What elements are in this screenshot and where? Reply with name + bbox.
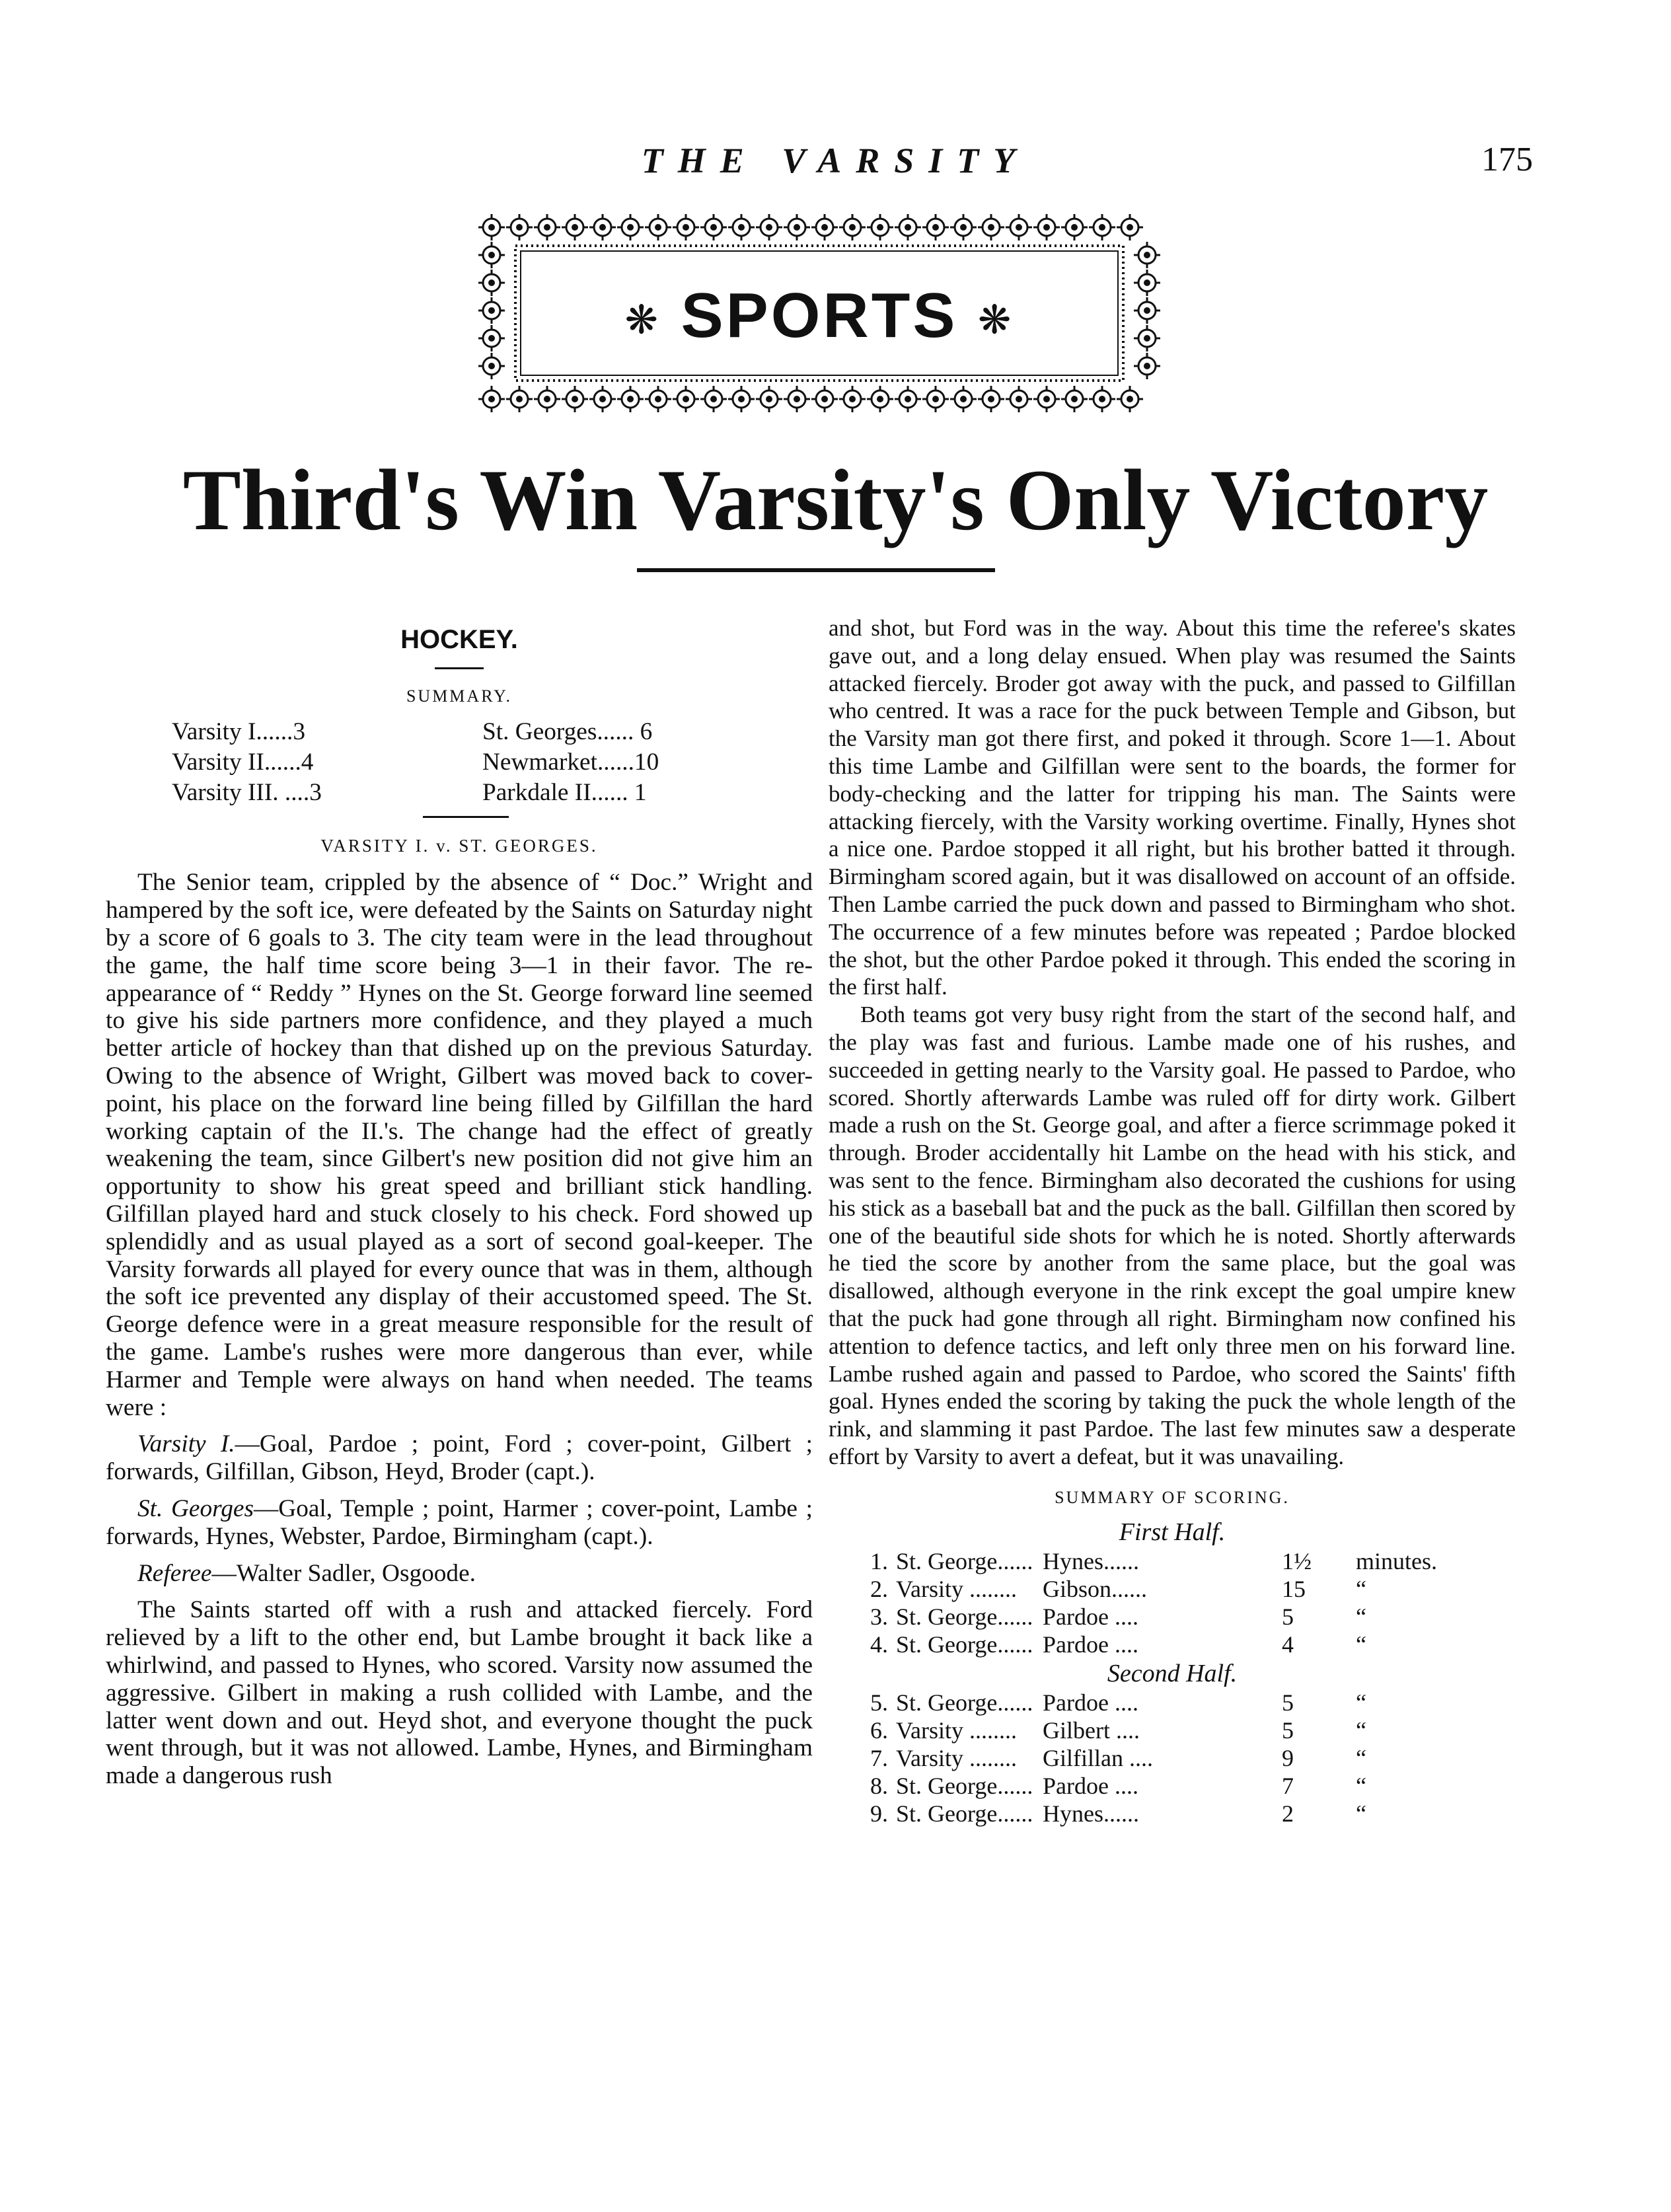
- scoring-row: [852, 1744, 1370, 1772]
- scoring-unit: “: [1356, 1772, 1366, 1799]
- scoring-player: Hynes......: [1043, 1800, 1139, 1827]
- scoring-num: 5.: [870, 1689, 888, 1716]
- page-number: 175: [1481, 141, 1533, 178]
- scoring-min: 9: [1282, 1744, 1294, 1771]
- scoring-player: Pardoe ....: [1043, 1772, 1138, 1799]
- scoring-num: 8.: [870, 1772, 888, 1799]
- scoring-num: 6.: [870, 1716, 888, 1744]
- scoring-unit: “: [1356, 1744, 1366, 1771]
- scoring-team: Varsity ........: [896, 1575, 1017, 1602]
- scoring-unit: “: [1356, 1689, 1366, 1716]
- report-paragraph: The Senior team, crippled by the absence of “ Doc.” Wright and hampered by the soft ice, were defeated by the Saints on Saturday night by a score of 6 goals to 3. The city team were in the lead throughout the game, the half time score being 3—1 in their favor. The re-appearance of “ Reddy ” Hynes on the St. George forward line seemed to give his side partners more confidence, and they played a much better article of hockey than that dished up on the previous Saturday. Owing to the absence of Wright, Gilbert was moved back to cover-point, his place on the forward line being filled by Gilfillan the hard working captain of the II.'s. The change had the effect of greatly weakening the team, since Gilbert's new position did not give him an opportunity to show his great speed and brilliant stick handling. Gilfillan played hard and stuck closely to his check. Ford showed up splendidly and as usual played as a sort of second goal-keeper. The Varsity forwards all played for every ounce that was in them, although the soft ice prevented any display of their accustomed speed. The St. George defence were in a great measure responsible for the result of the game. Lambe's rushes were more dangerous than ever, while Harmer and Temple were always on hand when needed. The teams were :: [106, 869, 813, 1421]
- divider: [423, 816, 509, 818]
- scoring-min: 4: [1282, 1631, 1294, 1658]
- match-heading: VARSITY I. v. ST. GEORGES.: [320, 835, 598, 856]
- scoring-team: St. George......: [896, 1547, 1033, 1574]
- scoring-min: 1½: [1282, 1547, 1312, 1574]
- summary-opponent: Parkdale II...... 1: [482, 778, 647, 806]
- scoring-team: St. George......: [896, 1800, 1033, 1827]
- scoring-unit: “: [1356, 1716, 1366, 1744]
- scoring-unit: “: [1356, 1800, 1366, 1827]
- scoring-row: [852, 1716, 1370, 1744]
- hockey-heading: HOCKEY.: [400, 625, 518, 654]
- running-head: THE VARSITY: [641, 141, 1030, 180]
- scoring-min: 5: [1282, 1603, 1294, 1630]
- referee-line: [106, 1560, 813, 1588]
- summary-varsity: Varsity III. ....3: [172, 778, 322, 806]
- scoring-team: St. George......: [896, 1603, 1033, 1630]
- scoring-player: Pardoe ....: [1043, 1631, 1138, 1658]
- scoring-team: Varsity ........: [896, 1716, 1017, 1744]
- scoring-row: [852, 1603, 1441, 1631]
- first-half-table: [852, 1547, 1441, 1658]
- scoring-min: 2: [1282, 1800, 1294, 1827]
- scoring-row: [852, 1772, 1370, 1800]
- scoring-num: 9.: [870, 1800, 888, 1827]
- scoring-unit: “: [1356, 1603, 1366, 1630]
- second-half-heading: Second Half.: [1107, 1659, 1238, 1687]
- sports-heading: SPORTS: [681, 280, 958, 351]
- right-column: [829, 614, 1516, 1827]
- banner-title: [474, 273, 1164, 363]
- second-half-table: [852, 1689, 1370, 1827]
- scoring-player: Pardoe ....: [1043, 1603, 1138, 1630]
- scoring-player: Pardoe ....: [1043, 1689, 1138, 1716]
- divider: [435, 667, 484, 669]
- varsity-roster-label: Varsity I.: [137, 1430, 235, 1458]
- report-paragraph-continued: and shot, but Ford was in the way. About this time the referee's skates gave out, and a long delay ensued. When play was resumed the Saints attacked fiercely. Broder got away with the puck, and passed to Gilfillan who centred. It was a race for the puck between Temple and Gibson, but the Varsity man got there first, and poked it through. Score 1—1. About this time Lambe and Gilfillan were sent to the boards, the former for body-checking and the latter for tripping his man. The Saints were attacking fiercely, with the Varsity working overtime. Finally, Hynes shot a nice one. Pardoe stopped it all right, but his brother batted it through. Birmingham scored again, but it was disallowed on account of an offside. Then Lambe carried the puck down and passed to Birmingham who shot. The occurrence of a few minutes before was repeated ; Pardoe blocked the shot, but the other Pardoe poked it through. This ended the scoring in the first half.: [829, 615, 1516, 1000]
- first-half-heading: First Half.: [1119, 1518, 1226, 1546]
- varsity-roster-text: —Goal, Pardoe ; point, Ford ; cover-point, Gilbert ; forwards, Gilfillan, Gibson, Heyd, Broder (capt.).: [106, 1430, 813, 1486]
- scoring-min: 5: [1282, 1689, 1294, 1716]
- scoring-min: 7: [1282, 1772, 1294, 1799]
- scoring-min: 15: [1282, 1575, 1306, 1602]
- scoring-num: 4.: [870, 1631, 888, 1658]
- headline-rule: [637, 568, 995, 572]
- summary-label: SUMMARY.: [406, 686, 513, 706]
- scoring-unit: “: [1356, 1575, 1366, 1602]
- scoring-summary-title: SUMMARY OF SCORING.: [1055, 1487, 1290, 1507]
- sports-banner: [474, 210, 1164, 416]
- summary-grid: [172, 717, 813, 808]
- referee-text: —Walter Sadler, Osgoode.: [211, 1559, 476, 1587]
- stgeorges-roster-text: —Goal, Temple ; point, Harmer ; cover-point, Lambe ; forwards, Hynes, Webster, Pardoe, Birmingham (capt.).: [106, 1494, 813, 1550]
- scoring-num: 3.: [870, 1603, 888, 1630]
- scoring-row: [852, 1689, 1370, 1716]
- scoring-team: St. George......: [896, 1772, 1033, 1799]
- summary-opponent: Newmarket......10: [482, 748, 659, 776]
- stgeorges-roster: [106, 1495, 813, 1551]
- scoring-num: 2.: [870, 1575, 888, 1602]
- scoring-num: 7.: [870, 1744, 888, 1771]
- scoring-team: Varsity ........: [896, 1744, 1017, 1771]
- left-column: [106, 614, 813, 1790]
- scoring-row: [852, 1800, 1370, 1827]
- scoring-unit: minutes.: [1356, 1547, 1437, 1574]
- stgeorges-roster-label: St. Georges: [137, 1494, 254, 1522]
- summary-varsity: Varsity II......4: [172, 748, 314, 776]
- referee-label: Referee: [137, 1559, 212, 1587]
- scoring-player: Gilbert ....: [1043, 1716, 1140, 1744]
- scoring-player: Gilfillan ....: [1043, 1744, 1153, 1771]
- scoring-player: Gibson......: [1043, 1575, 1148, 1602]
- scoring-min: 5: [1282, 1716, 1294, 1744]
- scoring-player: Hynes......: [1043, 1547, 1139, 1574]
- scoring-num: 1.: [870, 1547, 888, 1574]
- scoring-row: [852, 1631, 1441, 1658]
- report-paragraph: Both teams got very busy right from the start of the second half, and the play was fast and furious. Lambe made one of his rushes, and succeeded in getting nearly to the Varsity goal. He passed to Pardoe, who scored. Shortly afterwards Lambe was ruled off for dirty work. Gilbert made a rush on the St. George goal, and after a fierce scrimmage poked it through. Broder accidentally hit Lambe on the head with his stick, and was sent to the fence. Birmingham also decorated the cushions for using his stick as a baseball bat and the puck as the ball. Gilfillan then scored by one of the beautiful side shots for which he is noted. Shortly afterwards he tied the score by another from the same place, but the goal was disallowed, although everyone in the rink except the goal umpire knew that the puck had gone through all right. Birmingham now confined his attention to defence tactics, and left only three men on his forward line. Lambe rushed again and passed to Pardoe, who scored the Saints' fifth goal. Hynes ended the scoring by taking the puck the whole length of the rink, and slamming it past Pardoe. The last few minutes saw a desperate effort by Varsity to avert a defeat, but it was unavailing.: [829, 1002, 1516, 1469]
- headline: Third's Win Varsity's Only Victory: [182, 451, 1489, 548]
- scoring-row: [852, 1575, 1441, 1603]
- scoring-row: [852, 1547, 1441, 1575]
- summary-opponent: St. Georges...... 6: [482, 718, 653, 745]
- asterisk-ornament-icon: ❋: [978, 297, 1014, 342]
- summary-varsity: Varsity I......3: [172, 718, 306, 745]
- scoring-team: St. George......: [896, 1631, 1033, 1658]
- varsity-roster: [106, 1430, 813, 1486]
- asterisk-ornament-icon: ❋: [624, 297, 661, 342]
- scoring-team: St. George......: [896, 1689, 1033, 1716]
- scoring-unit: “: [1356, 1631, 1366, 1658]
- report-paragraph: The Saints started off with a rush and attacked fiercely. Ford relieved by a lift to the other end, but Lambe brought it back like a whirlwind, and passed to Hynes, who scored. Varsity now assumed the aggressive. Gilbert in making a rush collided with Lambe, and the latter went down and out. Heyd shot, and everyone thought the puck went through, but it was not allowed. Lambe, Hynes, and Birmingham made a dangerous rush: [106, 1596, 813, 1790]
